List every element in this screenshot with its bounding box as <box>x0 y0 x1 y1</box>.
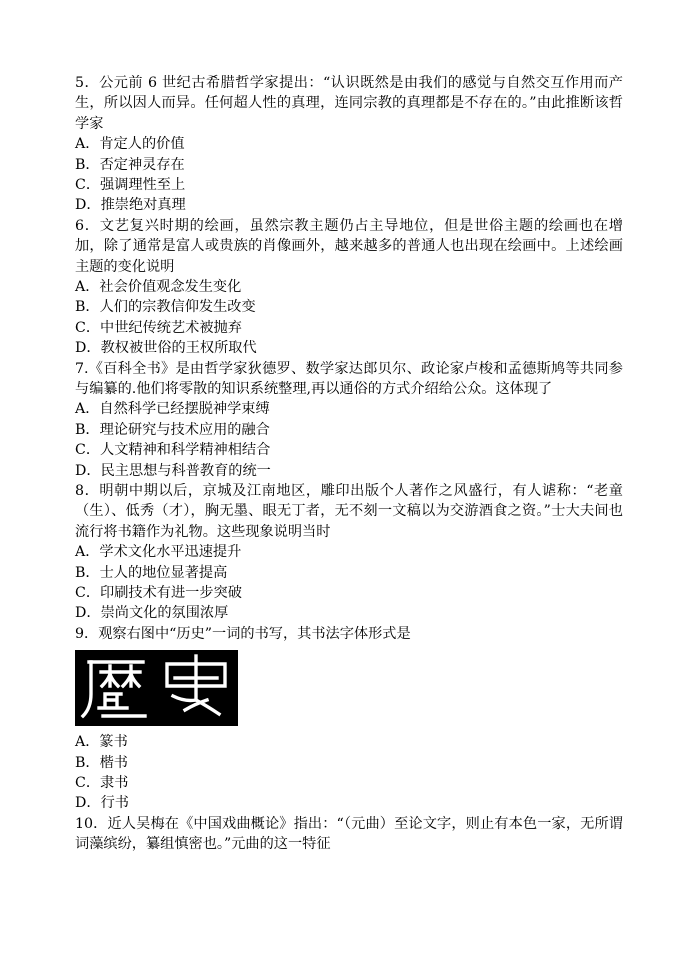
question-stem: 5．公元前 6 世纪古希腊哲学家提出：“认识既然是由我们的感觉与自然交互作用而产生，所以因人而异。任何超人性的真理，连同宗教的真理都是不存在的。”由此推断该哲学家 <box>75 75 623 132</box>
option-c: C．强调理性至上 <box>75 177 186 193</box>
option-d: D．行书 <box>75 795 129 812</box>
option-a: A．社会价值观念发生变化 <box>75 279 242 295</box>
question-10 <box>75 814 623 855</box>
question-stem: 6．文艺复兴时期的绘画，虽然宗教主题仍占主导地位，但是世俗主题的绘画也在增加，除了通常是富人或贵族的肖像画外，越来越多的普通人也出现在绘画中。上述绘画主题的变化说明 <box>75 217 623 275</box>
option-b: B．人们的宗教信仰发生改变 <box>75 299 256 316</box>
option-d: D．崇尚文化的氛围浓厚 <box>75 605 229 622</box>
question-5 <box>75 73 623 216</box>
option-d: D．教权被世俗的王权所取代 <box>75 340 257 357</box>
question-stem: 8．明朝中期以后，京城及江南地区，雕印出版个人著作之风盛行，有人谑称：“老童（生）、低秀（才），胸无墨、眼无丁者，无不刻一文稿以为交游酒食之资。”士大夫间也流行将书籍作为礼物。这些现象说明当时 <box>75 482 623 540</box>
seal-script-characters <box>75 650 238 726</box>
question-9 <box>75 624 623 814</box>
question-stem: 10．近人吴梅在《中国戏曲概论》指出：“（元曲）至论文字，则止有本色一家，无所谓词藻缤纷，纂组慎密也。”元曲的这一特征 <box>75 815 623 853</box>
option-c: C．印刷技术有进一步突破 <box>75 584 242 601</box>
exam-page <box>75 73 623 855</box>
option-b: B．否定神灵存在 <box>75 156 185 173</box>
option-a: A．学术文化水平迅速提升 <box>75 544 242 561</box>
option-c: C．中世纪传统艺术被抛弃 <box>75 319 242 336</box>
option-a: A．肯定人的价值 <box>75 136 185 153</box>
option-b: B．士人的地位显著提高 <box>75 564 228 581</box>
option-d: D．民主思想与科普教育的统一 <box>75 462 271 479</box>
question-8 <box>75 481 623 624</box>
option-c: C．隶书 <box>75 774 129 791</box>
option-a: A．篆书 <box>75 734 128 751</box>
calligraphy-image <box>75 650 238 726</box>
question-6 <box>75 216 623 359</box>
question-stem: 7.《百科全书》是由哲学家狄德罗、数学家达郎贝尔、政论家卢梭和孟德斯鸠等共同参与编纂的.他们将零散的知识系统整理,再以通俗的方式介绍给公众。这体现了 <box>75 360 623 397</box>
option-c: C．人文精神和科学精神相结合 <box>75 442 271 459</box>
question-7 <box>75 359 623 481</box>
question-stem: 9．观察右图中“历史”一词的书写，其书法字体形式是 <box>75 625 411 642</box>
option-b: B．理论研究与技术应用的融合 <box>75 421 270 438</box>
option-a: A．自然科学已经摆脱神学束缚 <box>75 401 270 418</box>
option-b: B．楷书 <box>75 754 128 771</box>
option-d: D．推崇绝对真理 <box>75 197 186 214</box>
